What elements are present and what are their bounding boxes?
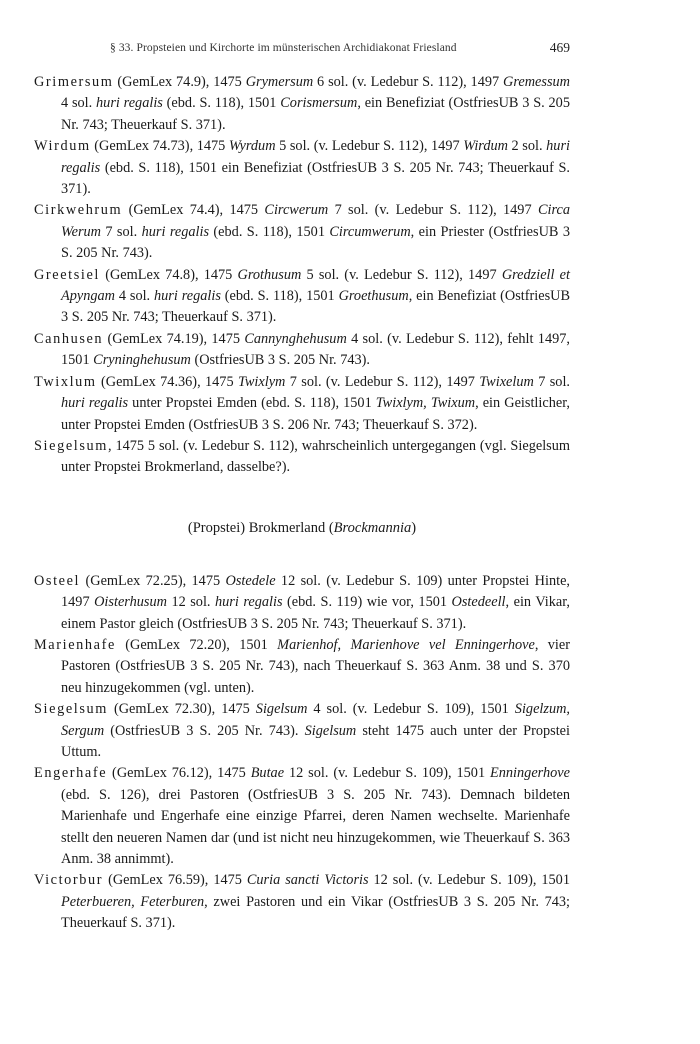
- entry-text: 7 sol. (v. Ledebur S. 112), 1497: [285, 373, 480, 390]
- latin-form: Gredziell et Apyngam: [61, 266, 570, 305]
- place-entry: [34, 329, 570, 372]
- entry-text: 4 sol.: [115, 288, 154, 305]
- entry-text: , ein Vikar, einem Pastor gleich (OstfriesUB 3 S. 205 Nr. 743; Theuerkauf S. 371).: [61, 594, 571, 632]
- place-name: Grimersum: [34, 74, 114, 90]
- entry-text: , 1475 5 sol. (v. Ledebur S. 112), wahrscheinlich untergegangen (vgl. Siegelsum unter Propstei Brokmerland, dasselbe?).: [61, 437, 570, 476]
- latin-form: Circa Werum: [61, 202, 570, 240]
- entry-text: 4 sol. (v. Ledebur S. 109), 1501: [307, 701, 515, 718]
- place-entry: [34, 136, 570, 200]
- latin-form: Twixlym, Twixum: [375, 395, 476, 412]
- place-entry: [34, 72, 570, 136]
- place-name: Siegelsum: [34, 437, 108, 454]
- latin-form: Gremessum: [503, 74, 570, 90]
- entry-text: , vier Pastoren (OstfriesUB 3 S. 205 Nr. 743), nach Theuerkauf S. 363 Anm. 38 und S. 370 neu hinzugekommen (vgl. unten).: [61, 636, 570, 696]
- entry-text: 12 sol. (v. Ledebur S. 109), 1501: [368, 872, 570, 889]
- latin-form: huri regalis: [154, 288, 221, 305]
- entry-text: 5 sol. (v. Ledebur S. 112), 1497: [275, 138, 464, 155]
- entry-text: (ebd. S. 119) wie vor, 1501: [282, 594, 452, 611]
- place-entry: [34, 200, 570, 264]
- place-name: Greetsiel: [34, 266, 101, 283]
- entry-text: 12 sol.: [166, 594, 215, 611]
- latin-form: Wirdum: [463, 138, 508, 155]
- latin-form: Cryninghehusum: [93, 352, 191, 369]
- entry-text: (ebd. S. 118), 1501: [209, 223, 330, 240]
- place-name: Twixlum: [34, 373, 97, 390]
- entry-text: (GemLex 74.8), 1475: [100, 266, 238, 283]
- place-entry: [34, 699, 570, 763]
- entry-text: 4 sol.: [61, 95, 97, 112]
- latin-form: huri regalis: [61, 395, 129, 412]
- entry-text: (GemLex 76.12), 1475: [107, 765, 251, 782]
- latin-form: Twixelum: [479, 373, 534, 390]
- entry-text: (GemLex 74.73), 1475: [90, 138, 229, 155]
- entry-text: (GemLex 74.4), 1475: [122, 202, 265, 219]
- latin-form: huri regalis: [96, 95, 163, 112]
- entry-text: 7 sol.: [533, 373, 570, 390]
- page-body: [34, 72, 570, 935]
- latin-form: Circumwerum: [329, 223, 411, 240]
- latin-form: Curia sancti Victoris: [246, 872, 369, 889]
- latin-form: Enningerhove: [490, 765, 570, 782]
- entry-text: 6 sol. (v. Ledebur S. 112), 1497: [313, 74, 504, 90]
- latin-form: Butae: [250, 765, 285, 782]
- latin-form: Ostedeell: [451, 594, 506, 611]
- section-heading-prefix: (Propstei) Brokmerland (: [187, 519, 334, 536]
- latin-form: huri regalis: [141, 223, 210, 240]
- entry-text: (OstfriesUB 3 S. 205 Nr. 743).: [190, 352, 370, 369]
- entry-text: (ebd. S. 118), 1501 ein Benefiziat (OstfriesUB 3 S. 205 Nr. 743; Theuerkauf S. 371).: [61, 159, 570, 198]
- entry-text: (GemLex 72.30), 1475: [107, 701, 256, 718]
- entry-text: (ebd. S. 126), drei Pastoren (OstfriesUB 3 S. 205 Nr. 743). Demnach bildeten Marienhafe und Engerhafe eine einzige Pfarrei, deren Namen wechselte. Marienhafe stellt den neueren Namen dar (und ist nicht neu hinzugekommen, wie Theuerkauf S. 363 Anm. 38 annimmt).: [61, 786, 570, 867]
- running-head: § 33. Propsteien und Kirchorte im münsterischen Archidiakonat Friesland: [110, 42, 457, 54]
- latin-form: Marienhof, Marienhove vel Enningerhove: [277, 636, 535, 653]
- latin-form: Grothusum: [237, 266, 302, 283]
- place-name: Engerhafe: [34, 765, 108, 782]
- entry-text: (GemLex 72.25), 1475: [80, 572, 226, 589]
- latin-form: Sigelzum, Sergum: [61, 701, 570, 739]
- latin-form: Circwerum: [264, 202, 329, 219]
- entry-text: (GemLex 74.9), 1475: [113, 74, 246, 90]
- place-entry: [34, 870, 570, 934]
- place-entry: [34, 372, 570, 436]
- place-entry: [34, 571, 570, 635]
- section-heading-suffix: ): [411, 519, 417, 536]
- entry-text: 2 sol.: [507, 138, 547, 155]
- entry-text: (GemLex 72.20), 1501: [115, 636, 278, 653]
- section-heading: [34, 517, 570, 539]
- entry-list-part2: [34, 571, 570, 935]
- entry-text: unter Propstei Emden (ebd. S. 118), 1501: [128, 395, 376, 412]
- entry-text: steht 1475 auch unter der Propstei Uttum.: [61, 722, 570, 760]
- entry-text: , zwei Pastoren und ein Vikar (OstfriesUB 3 S. 205 Nr. 743; Theuerkauf S. 371).: [61, 893, 570, 932]
- place-name: Canhusen: [34, 330, 104, 347]
- entry-text: (GemLex 76.59), 1475: [103, 872, 247, 889]
- place-name: Cirkwehrum: [34, 202, 123, 219]
- latin-form: Groethusum: [338, 288, 409, 305]
- entry-text: (ebd. S. 118), 1501: [162, 95, 281, 112]
- entry-text: (GemLex 74.36), 1475: [96, 373, 238, 390]
- place-name: Victorbur: [34, 872, 104, 889]
- entry-text: 5 sol. (v. Ledebur S. 112), 1497: [301, 266, 502, 283]
- entry-text: (ebd. S. 118), 1501: [220, 288, 339, 305]
- entry-text: 4 sol. (v. Ledebur S. 112), fehlt 1497, 1501: [61, 330, 570, 369]
- entry-text: 7 sol. (v. Ledebur S. 112), 1497: [328, 202, 538, 219]
- entry-text: , ein Benefiziat (OstfriesUB 3 S. 205 Nr. 743; Theuerkauf S. 371).: [61, 288, 570, 326]
- latin-form: Oisterhusum: [94, 594, 167, 611]
- latin-form: Sigelsum: [255, 701, 308, 718]
- latin-form: Wyrdum: [228, 138, 276, 155]
- section-heading-latin-name: Brockmannia: [333, 519, 412, 536]
- latin-form: huri regalis: [215, 594, 283, 611]
- entry-text: 7 sol.: [100, 223, 142, 240]
- entry-text: , ein Benefiziat (OstfriesUB 3 S. 205 Nr. 743; Theuerkauf S. 371).: [61, 95, 570, 133]
- place-entry: [34, 763, 570, 870]
- latin-form: Ostedele: [225, 572, 276, 589]
- entry-list-part1: [34, 72, 570, 479]
- place-entry: [34, 436, 570, 479]
- entry-text: 12 sol. (v. Ledebur S. 109) unter Propstei Hinte, 1497: [61, 572, 570, 611]
- entry-text: , ein Priester (OstfriesUB 3 S. 205 Nr. 743).: [61, 223, 571, 262]
- latin-form: Sigelsum: [304, 722, 357, 739]
- place-entry: [34, 265, 570, 329]
- entry-text: , ein Geistlicher, unter Propstei Emden (OstfriesUB 3 S. 206 Nr. 743; Theuerkauf S. 372).: [61, 395, 570, 433]
- latin-form: Twixlym: [237, 373, 286, 390]
- latin-form: Grymersum: [245, 74, 314, 90]
- place-name: Siegelsum: [34, 701, 108, 718]
- place-name: Osteel: [34, 572, 81, 589]
- entry-text: (OstfriesUB 3 S. 205 Nr. 743).: [104, 722, 305, 739]
- latin-form: Cannynghehusum: [244, 330, 347, 347]
- entry-text: 12 sol. (v. Ledebur S. 109), 1501: [284, 765, 491, 782]
- place-entry: [34, 635, 570, 699]
- place-name: Wirdum: [34, 138, 91, 155]
- latin-form: Peterbueren, Feterburen: [61, 893, 205, 910]
- page-number: 469: [549, 40, 570, 55]
- latin-form: huri regalis: [61, 138, 570, 176]
- latin-form: Corismersum: [280, 95, 358, 112]
- place-name: Marienhafe: [34, 636, 116, 653]
- entry-text: (GemLex 74.19), 1475: [103, 330, 245, 347]
